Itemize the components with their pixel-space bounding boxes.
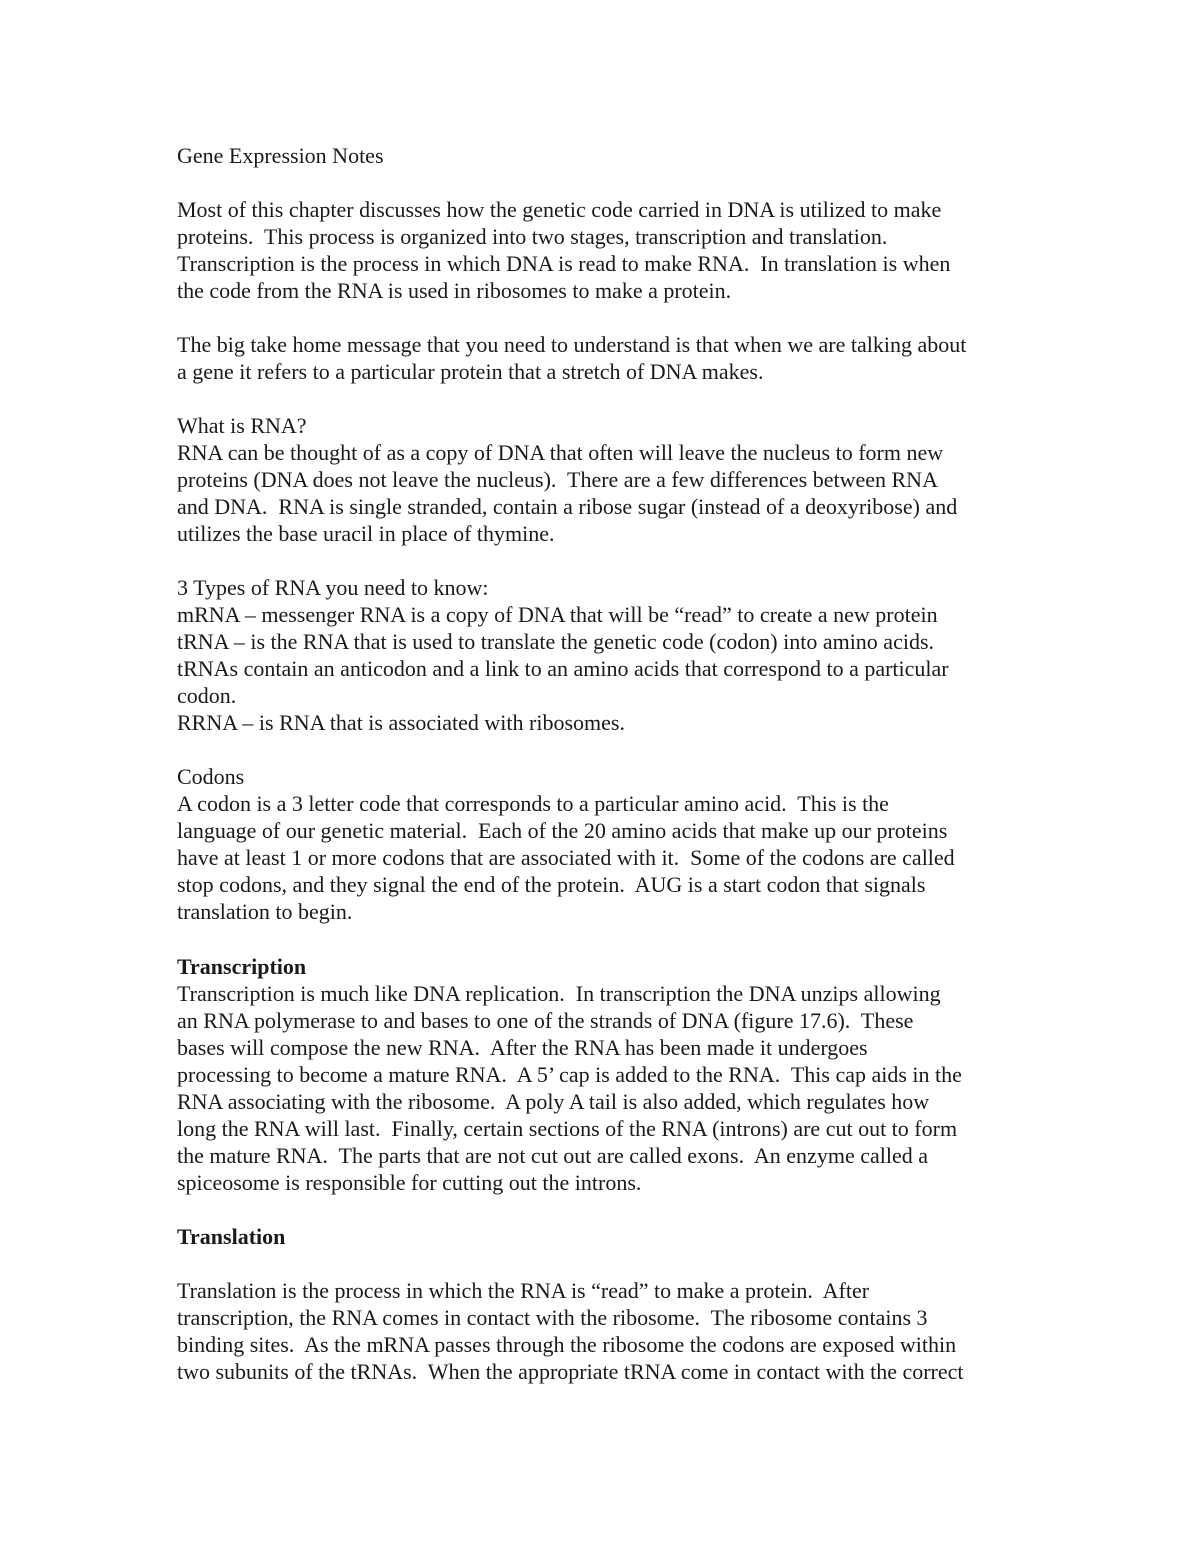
rna-types-line-1: mRNA – messenger RNA is a copy of DNA that will be “read” to create a new protein — [177, 602, 938, 627]
codons-line-5: translation to begin. — [177, 899, 353, 924]
rna-types-line-4: codon. — [177, 683, 237, 708]
rna-types-line-2: tRNA – is the RNA that is used to translate the genetic code (codon) into amino acids. — [177, 629, 935, 654]
transcription-line-2: an RNA polymerase to and bases to one of the strands of DNA (figure 17.6). These — [177, 1008, 914, 1033]
codons-line-2: language of our genetic material. Each of the 20 amino acids that make up our proteins — [177, 818, 948, 843]
translation-line-2: transcription, the RNA comes in contact with the ribosome. The ribosome contains 3 — [177, 1305, 928, 1330]
transcription-line-8: spiceosome is responsible for cutting out the introns. — [177, 1170, 642, 1195]
transcription-line-5: RNA associating with the ribosome. A poly A tail is also added, which regulates how — [177, 1089, 930, 1114]
rna-types-line-3: tRNAs contain an anticodon and a link to an amino acids that correspond to a particular — [177, 656, 949, 681]
what-is-rna-line-1: RNA can be thought of as a copy of DNA that often will leave the nucleus to form new — [177, 440, 944, 465]
document-title: Gene Expression Notes — [177, 143, 384, 168]
what-is-rna-line-3: and DNA. RNA is single stranded, contain a ribose sugar (instead of a deoxyribose) and — [177, 494, 958, 519]
rna-types-line-5: RRNA – is RNA that is associated with ribosomes. — [177, 710, 625, 735]
translation-line-3: binding sites. As the mRNA passes through the ribosome the codons are exposed within — [177, 1332, 957, 1357]
what-is-rna-heading: What is RNA? — [177, 413, 307, 438]
intro-line-2: proteins. This process is organized into two stages, transcription and translation. — [177, 224, 888, 249]
codons-line-4: stop codons, and they signal the end of the protein. AUG is a start codon that signals — [177, 872, 926, 897]
intro-line-1: Most of this chapter discusses how the genetic code carried in DNA is utilized to make — [177, 197, 942, 222]
codons-line-1: A codon is a 3 letter code that corresponds to a particular amino acid. This is the — [177, 791, 889, 816]
intro-line-4: the code from the RNA is used in ribosomes to make a protein. — [177, 278, 732, 303]
what-is-rna-line-2: proteins (DNA does not leave the nucleus). There are a few differences between RNA — [177, 467, 938, 492]
take-home-line-1: The big take home message that you need to understand is that when we are talking about — [177, 332, 967, 357]
transcription-line-6: long the RNA will last. Finally, certain sections of the RNA (introns) are cut out to form — [177, 1116, 958, 1141]
transcription-line-3: bases will compose the new RNA. After the RNA has been made it undergoes — [177, 1035, 868, 1060]
translation-heading: Translation — [177, 1224, 286, 1249]
take-home-line-2: a gene it refers to a particular protein that a stretch of DNA makes. — [177, 359, 764, 384]
intro-line-3: Transcription is the process in which DNA is read to make RNA. In translation is when — [177, 251, 951, 276]
rna-types-heading: 3 Types of RNA you need to know: — [177, 575, 489, 600]
codons-line-3: have at least 1 or more codons that are associated with it. Some of the codons are called — [177, 845, 955, 870]
transcription-line-7: the mature RNA. The parts that are not cut out are called exons. An enzyme called a — [177, 1143, 928, 1168]
transcription-line-4: processing to become a mature RNA. A 5’ cap is added to the RNA. This cap aids in the — [177, 1062, 962, 1087]
transcription-line-1: Transcription is much like DNA replication. In transcription the DNA unzips allowing — [177, 981, 941, 1006]
translation-line-1: Translation is the process in which the RNA is “read” to make a protein. After — [177, 1278, 870, 1303]
what-is-rna-line-4: utilizes the base uracil in place of thymine. — [177, 521, 555, 546]
codons-heading: Codons — [177, 764, 245, 789]
transcription-heading: Transcription — [177, 954, 307, 979]
translation-line-4: two subunits of the tRNAs. When the appropriate tRNA come in contact with the correct — [177, 1359, 964, 1384]
